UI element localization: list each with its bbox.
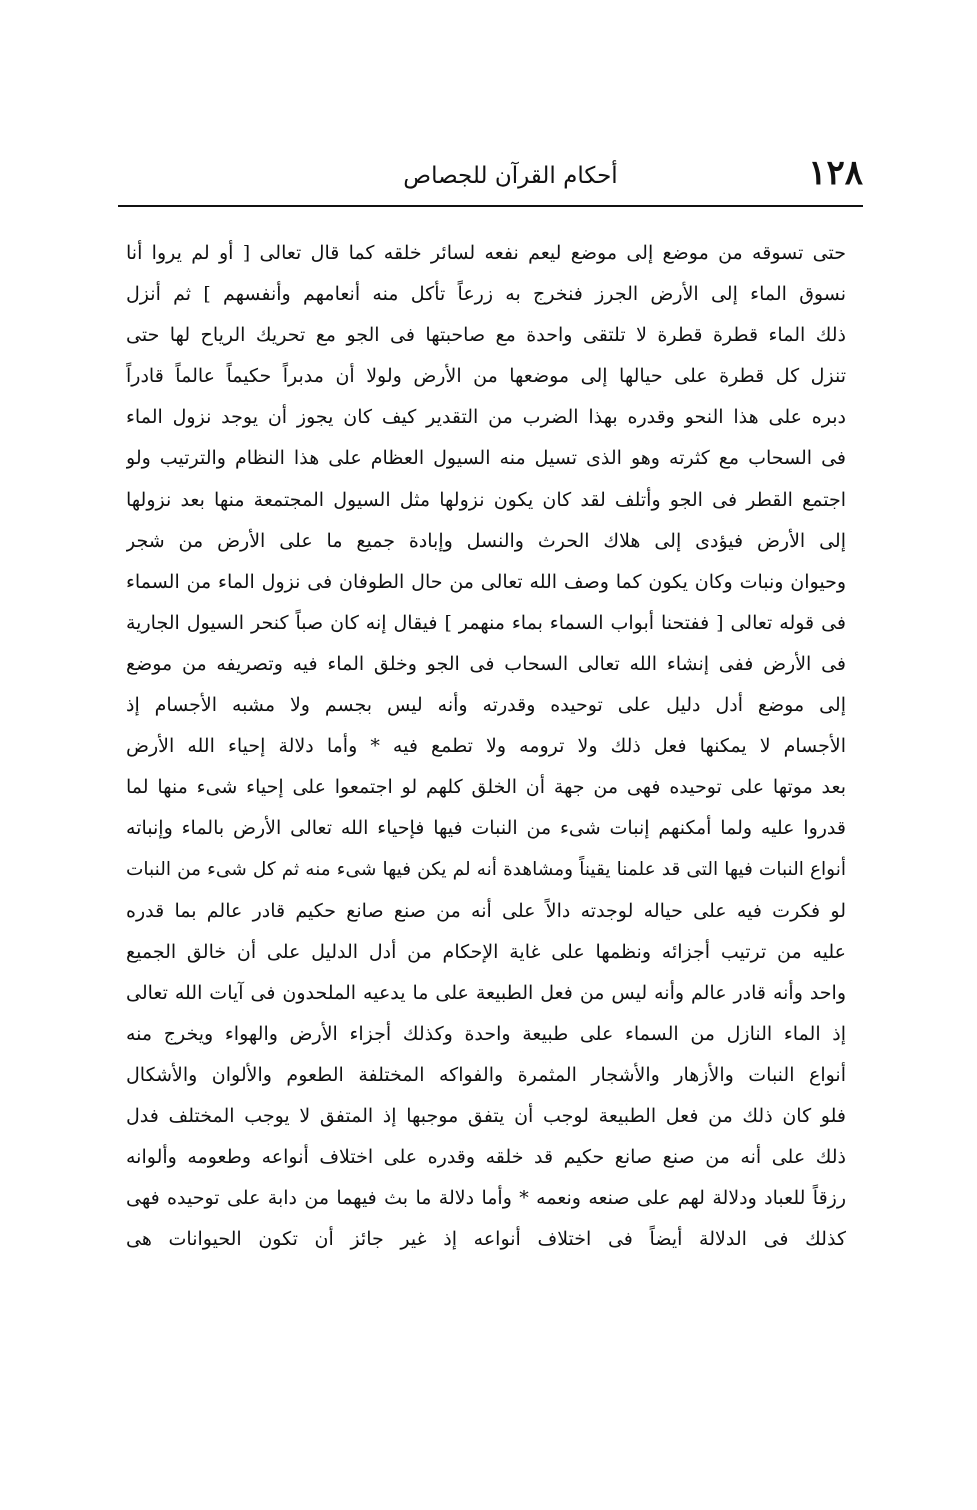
text-line: فى السحاب مع كثرته وهو الذى تسيل منه السيول العظام على هذا النظام والترتيب ولو: [126, 447, 846, 470]
body-text: [126, 233, 846, 1260]
text-line: لو فكرت فيه على حياله لوجدته دالاً على أنه من صنع صانع حكيم قادر عالم بما قدره: [126, 899, 846, 922]
text-line: رزقاً للعباد ودلالة لهم على صنعه ونعمه * وأما دلالة ما بث فيهما من دابة على توحيده فهى: [126, 1187, 846, 1210]
text-line: ذلك الماء قطرة قطرة لا تلتقى واحدة مع صاحبتها فى الجو مع تحريك الرياح لها حتى: [126, 324, 846, 347]
text-line: حتى تسوقه من موضع إلى موضع ليعم نفعه لسائر خلقه كما قال تعالى [ أو لم يروا أنا: [126, 242, 846, 264]
text-line: وحيوان ونبات وكان يكون كما وصف الله تعالى من حال الطوفان فى نزول الماء من السماء: [126, 570, 846, 593]
text-line: الأجسام لا يمكنها فعل ذلك ولا ترومه ولا تطمع فيه * وأما دلالة إحياء الله الأرض: [126, 735, 846, 758]
text-line: كذلك فى الدلالة أيضاً فى اختلاف أنواعه إذ غير جائز أن تكون الحيوانات هى: [126, 1228, 846, 1251]
text-line: ذلك على أنه من صنع صانع حكيم قد خلقه وقدره على اختلاف أنواعه وطعومه وألوانه: [126, 1146, 846, 1169]
text-line: أنواع النبات والأزهار والأشجار المثمرة والفواكه المختلفة الطعوم والألوان والأشكال: [126, 1063, 846, 1086]
text-line: أنواع النبات فيها التى قد علمنا يقيناً ومشاهدة أنه لم يكن فيها شىء منه ثم كل شىء من النبات: [126, 859, 846, 881]
text-line: تنزل كل قطرة على حيالها إلى موضعها من الأرض ولولا أن مدبراً حكيماً عالماً قادراً: [126, 365, 846, 388]
text-line: إذ الماء النازل من السماء على طبيعة واحدة وكذلك أجزاء الأرض والهواء ويخرج منه: [126, 1022, 846, 1045]
text-line: إلى الأرض فيؤدى إلى هلاك الحرث والنسل وإبادة جميع ما على الأرض من شجر: [126, 529, 846, 552]
header-divider: [118, 205, 863, 207]
text-line: فى الأرض ففى إنشاء الله تعالى السحاب فى الجو وخلق الماء فيه وتصريفه من موضع: [126, 652, 846, 675]
page-header: [118, 148, 863, 204]
text-line: فلو كان ذلك من فعل الطبيعة لوجب أن يتفق موجبها إذ المتفق لا يوجب المختلف فدل: [126, 1104, 846, 1127]
text-line: واحد وأنه قادر عالم وأنه ليس من فعل الطبيعة على ما يدعيه الملحدون فى آيات الله تعالى: [126, 981, 846, 1004]
text-line: اجتمع القطر فى الجو وأتلف لقد كان يكون نزولها مثل السيول المجتمعة منها بعد نزولها: [126, 488, 846, 511]
text-line: عليه من ترتيب أجزائه ونظمها على غاية الإحكام من أدل الدليل على أن خالق الجميع: [126, 940, 846, 963]
text-line: إلى موضع أدل دليل على توحيده وقدرته وأنه ليس بجسم ولا مشبه الأجسام إذ: [126, 694, 846, 717]
running-title: أحكام القرآن للجصاص: [403, 163, 618, 189]
page-number: ١٢٨: [808, 153, 863, 193]
text-line: قدروا عليه ولما أمكنهم إنبات شىء من النبات فيها فإحياء الله تعالى الأرض بالماء وإنباته: [126, 817, 846, 840]
text-line: فى قوله تعالى [ ففتحنا أبواب السماء بماء منهمر ] فيقال إنه كان صباً كنحر السيول الجارية: [126, 611, 846, 634]
text-line: بعد موتها على توحيده فهى من جهة أن الخلق كلهم لو اجتمعوا على إحياء شىء منها لما: [126, 776, 846, 799]
text-line: دبره على هذا النحو وقدره بهذا الضرب من التقدير كيف كان يجوز أن يوجد نزول الماء: [126, 406, 846, 429]
text-line: نسوق الماء إلى الأرض الجرز فنخرج به زرعاً تأكل منه أنعامهم وأنفسهم ] ثم أنزل: [126, 283, 846, 306]
